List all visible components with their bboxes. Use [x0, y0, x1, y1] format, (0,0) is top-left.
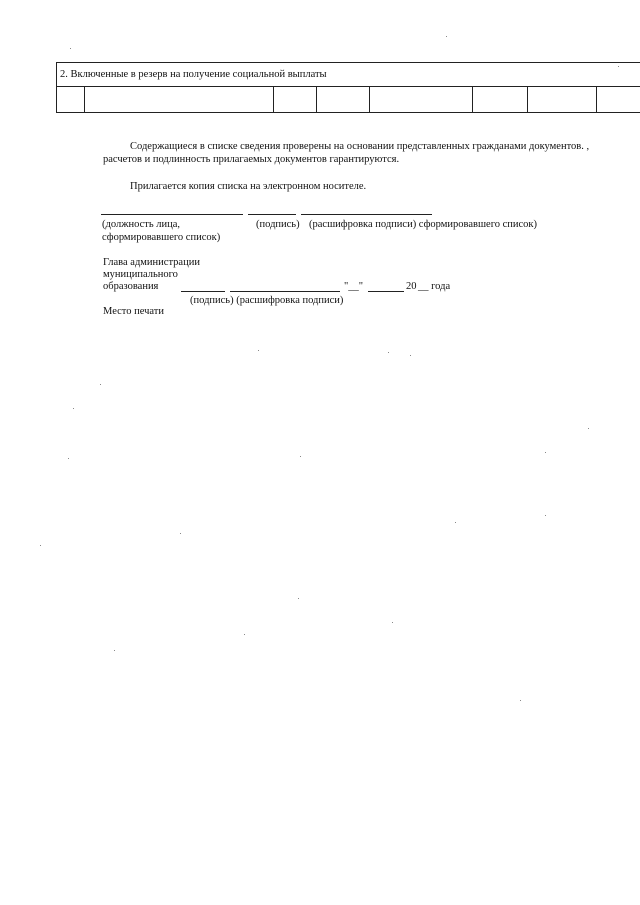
scan-speck	[298, 598, 299, 599]
stamp-place-label: Место печати	[103, 306, 165, 317]
scan-speck	[545, 515, 546, 516]
table-cell	[370, 87, 473, 113]
decoding-label: (расшифровка подписи) сформировавшего список)	[309, 219, 538, 230]
scan-speck	[68, 458, 69, 459]
table-cell	[473, 87, 528, 113]
scan-speck	[300, 456, 301, 457]
date-year-prefix: 20	[406, 281, 417, 292]
table-cell	[528, 87, 597, 113]
scan-speck	[618, 66, 619, 67]
scan-speck	[114, 650, 115, 651]
paragraph-verification-line2: расчетов и подлинность прилагаемых документов гарантируются.	[103, 154, 400, 165]
scan-speck	[446, 36, 447, 37]
reserve-table	[56, 62, 640, 113]
signature-line-sign	[248, 214, 296, 215]
scan-speck	[520, 700, 521, 701]
paragraph-attachment: Прилагается копия списка на электронном носителе.	[130, 181, 367, 192]
scan-speck	[258, 350, 259, 351]
head-signature-line	[181, 291, 225, 292]
scan-speck	[180, 533, 181, 534]
scan-speck	[410, 355, 411, 356]
head-label-line1: Глава администрации	[103, 257, 200, 268]
table-title-row	[57, 63, 640, 87]
scan-speck	[100, 384, 101, 385]
head-label-line2: муниципального	[103, 269, 178, 280]
position-label-cont: сформировавшего список)	[102, 232, 221, 243]
table-cell	[597, 87, 640, 113]
scan-speck	[392, 622, 393, 623]
head-signature-labels: (подпись) (расшифровка подписи)	[190, 295, 344, 306]
signature-line-decoding	[301, 214, 432, 215]
date-month-line	[368, 291, 404, 292]
date-year-suffix: __ года	[418, 281, 451, 292]
table-row	[57, 87, 640, 113]
table-title: 2. Включенные в резерв на получение социальной выплаты	[57, 63, 640, 87]
signature-line-position	[101, 214, 243, 215]
date-day: "__"	[344, 281, 364, 292]
head-label-line3: образования	[103, 281, 159, 292]
scan-speck	[244, 634, 245, 635]
scan-speck	[588, 428, 589, 429]
table-cell	[274, 87, 317, 113]
table-cell	[57, 87, 85, 113]
scan-speck	[545, 452, 546, 453]
head-decoding-line	[230, 291, 340, 292]
table-cell	[317, 87, 370, 113]
scan-speck	[40, 545, 41, 546]
scan-speck	[70, 48, 71, 49]
position-label: (должность лица,	[102, 219, 181, 230]
paragraph-verification-line1: Содержащиеся в списке сведения проверены на основании представленных гражданами документов. ,	[130, 141, 590, 152]
scan-speck	[388, 352, 389, 353]
scan-speck	[455, 522, 456, 523]
scan-speck	[73, 408, 74, 409]
signature-label: (подпись)	[256, 219, 300, 230]
table-cell	[85, 87, 274, 113]
